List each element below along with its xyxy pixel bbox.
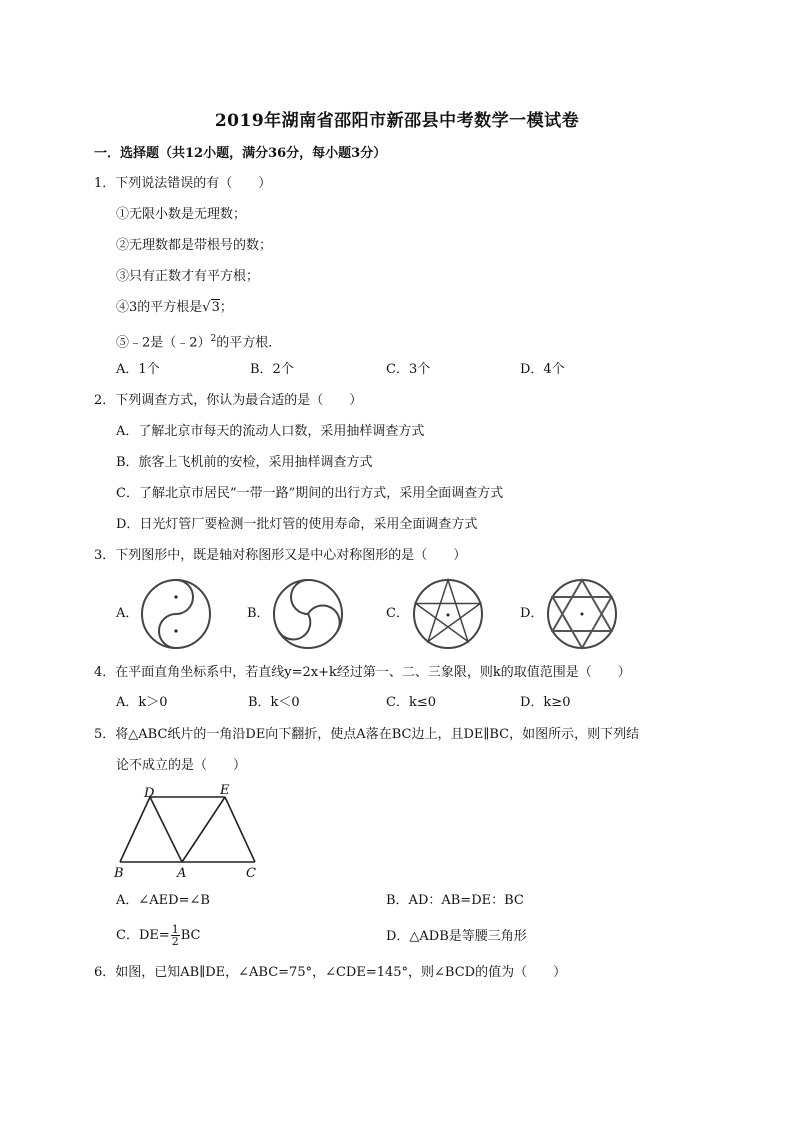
q1-item-4-suffix: ；: [219, 300, 233, 315]
q2-option-d: D．日光灯管厂要检测一批灯管的使用寿命，采用全面调查方式: [116, 517, 478, 532]
q1-item-5: [116, 330, 281, 352]
q1-item-3: ③只有正数才有平方根；: [116, 269, 260, 284]
q1-item-5-exponent: 2: [210, 334, 217, 344]
q1-option-b: B．2个: [250, 362, 294, 377]
exam-title: 2019年湖南省邵阳市新邵县中考数学一模试卷: [214, 111, 580, 131]
hexagram-figure: [546, 578, 618, 650]
fraction-denominator: 2: [171, 935, 179, 948]
q1-item-1: ①无限小数是无理数；: [116, 207, 247, 222]
q3-stem: 3．下列图形中，既是轴对称图形又是中心对称图形的是（ ）: [94, 548, 467, 563]
q1-item-5-prefix: ⑤﹣2是（﹣2）: [116, 335, 211, 351]
q1-item-4-prefix: ④3的平方根是: [116, 300, 203, 315]
figure-label-e: E: [220, 783, 230, 798]
q3-label-b: B．: [247, 606, 270, 621]
q4-stem: 4．在平面直角坐标系中，若直线y=2x+k经过第一、二、三象限，则k的取值范围是（ ）: [94, 665, 631, 680]
q4-option-c: C．k≤0: [386, 695, 436, 710]
figure-label-c: C: [246, 866, 256, 881]
section-heading: 一．选择题（共12小题，满分36分，每小题3分）: [94, 146, 387, 161]
figure-label-d: D: [144, 786, 155, 801]
q3-label-a: A．: [116, 606, 139, 621]
figure-label-b: B: [114, 866, 124, 881]
q6-stem: 6．如图，已知AB∥DE，∠ABC=75°，∠CDE=145°，则∠BCD的值为（ ）: [94, 965, 567, 980]
q5-stem-line-1: 5．将△ABC纸片的一角沿DE向下翻折，使点A落在BC边上，且DE∥BC，如图所示，则下列结: [94, 727, 640, 742]
q5-option-c: [116, 922, 201, 950]
q2-stem: 2．下列调查方式，你认为最合适的是（ ）: [94, 393, 363, 408]
pentagram-figure: [412, 578, 484, 650]
q1-option-d: D．4个: [520, 362, 565, 377]
q5-option-a: A．∠AED=∠B: [116, 893, 210, 908]
q2-option-b: B．旅客上飞机前的安检，采用抽样调查方式: [116, 455, 373, 470]
q3-label-d: D．: [520, 606, 544, 621]
q2-option-c: C．了解北京市居民”一带一路”期间的出行方式，采用全面调查方式: [116, 486, 504, 501]
fraction: [171, 924, 180, 947]
q3-label-c: C．: [386, 606, 409, 621]
q1-item-2: ②无理数都是带根号的数；: [116, 238, 273, 253]
q1-item-4: [116, 299, 233, 317]
q1-option-a: A．1个: [116, 362, 160, 377]
q5-option-c-suffix: BC: [180, 928, 201, 943]
sqrt-sign: √: [202, 300, 211, 315]
q4-option-b: B．k＜0: [248, 695, 300, 710]
q4-option-a: A．k＞0: [116, 695, 168, 710]
figure-label-a: A: [177, 866, 187, 881]
q5-option-c-prefix: C．DE=: [116, 928, 170, 943]
fraction-numerator: 1: [171, 923, 179, 936]
q2-option-a: A．了解北京市每天的流动人口数，采用抽样调查方式: [116, 424, 425, 439]
taiji-figure: [140, 578, 212, 650]
q4-option-d: D．k≥0: [520, 695, 571, 710]
triple-swirl-figure: [272, 578, 344, 650]
q1-item-4-radicand: 3: [211, 300, 220, 315]
q5-stem-line-2: 论不成立的是（ ）: [116, 758, 247, 773]
q1-item-5-suffix: 的平方根．: [216, 335, 282, 351]
q1-stem: 1．下列说法错误的有（ ）: [94, 176, 272, 191]
q5-option-d: D．△ADB是等腰三角形: [386, 929, 527, 944]
q5-option-b: B．AD：AB=DE：BC: [386, 893, 524, 908]
q1-option-c: C．3个: [386, 362, 431, 377]
